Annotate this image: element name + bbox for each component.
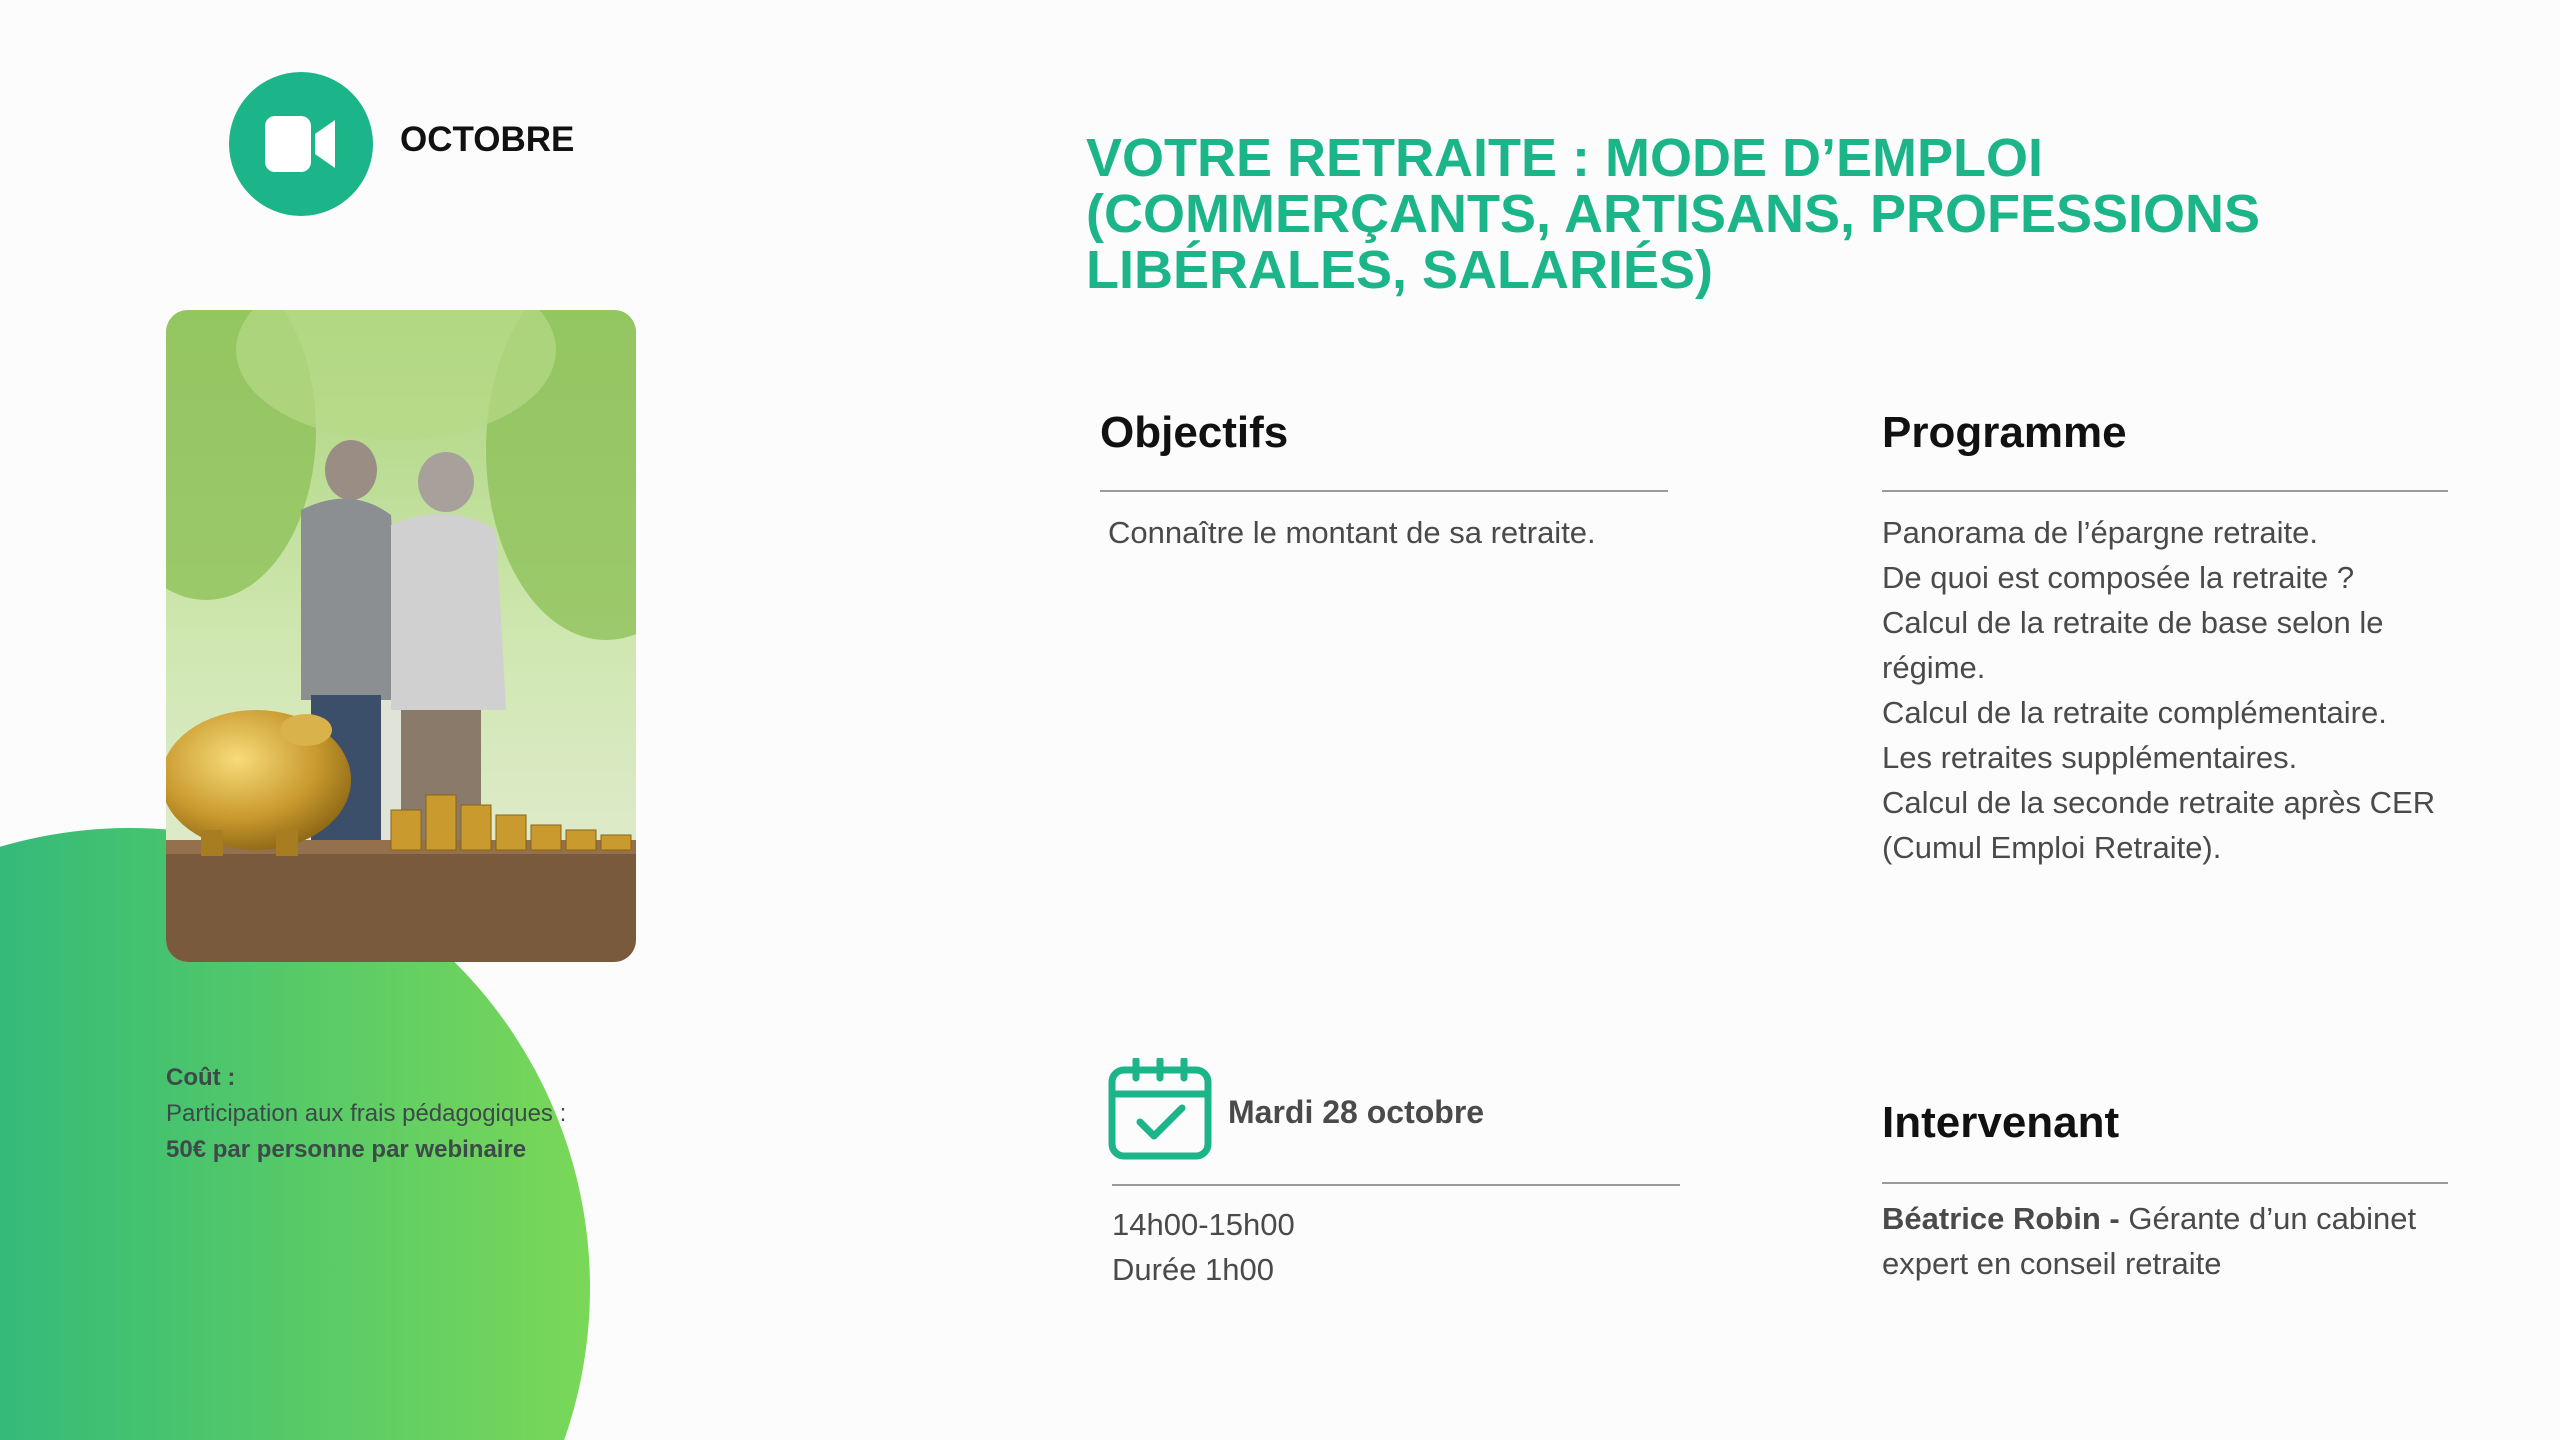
event-date: Mardi 28 octobre (1228, 1094, 1485, 1130)
month-label: OCTOBRE (400, 120, 575, 159)
title-line: VOTRE RETRAITE : MODE D’EMPLOI (1086, 128, 2044, 188)
calendar-check-icon (1108, 1058, 1212, 1160)
title-line: LIBÉRALES, SALARIÉS) (1086, 240, 1714, 300)
programme-list (1882, 510, 2435, 870)
intervenant-text (1882, 1196, 2416, 1286)
event-schedule (1112, 1202, 1295, 1292)
programme-divider (1882, 490, 2448, 492)
programme-item: Les retraites supplémentaires. (1882, 740, 2298, 775)
title-line: (COMMERÇANTS, ARTISANS, PROFESSIONS (1086, 184, 2261, 244)
cost-block (166, 1060, 566, 1168)
cost-title: Coût : (166, 1064, 236, 1091)
objectifs-heading: Objectifs (1100, 408, 1289, 457)
programme-item: (Cumul Emploi Retraite). (1882, 830, 2222, 865)
cost-amount: 50€ par personne par webinaire (166, 1136, 527, 1163)
programme-item: Calcul de la retraite complémentaire. (1882, 695, 2387, 730)
video-camera-badge (229, 72, 373, 216)
event-duration: Durée 1h00 (1112, 1252, 1275, 1287)
programme-item: Calcul de la retraite de base selon le (1882, 605, 2384, 640)
page-title (1086, 130, 2386, 298)
video-camera-icon (265, 116, 337, 172)
cost-description: Participation aux frais pédagogiques : (166, 1100, 567, 1127)
speaker-role: Gérante d’un cabinet (2119, 1201, 2417, 1236)
programme-item: De quoi est composée la retraite ? (1882, 560, 2355, 595)
event-time: 14h00-15h00 (1112, 1207, 1295, 1242)
retirement-photo (166, 310, 636, 962)
speaker-role-continued: expert en conseil retraite (1882, 1246, 2222, 1281)
programme-item: Calcul de la seconde retraite après CER (1882, 785, 2436, 820)
objectifs-text: Connaître le montant de sa retraite. (1108, 515, 1596, 550)
date-divider (1112, 1184, 1680, 1186)
programme-item: Panorama de l’épargne retraite. (1882, 515, 2318, 550)
intervenant-divider (1882, 1182, 2448, 1184)
objectifs-divider (1100, 490, 1668, 492)
speaker-name: Béatrice Robin - (1882, 1201, 2120, 1236)
intervenant-heading: Intervenant (1882, 1098, 2120, 1147)
programme-heading: Programme (1882, 408, 2127, 457)
programme-item: régime. (1882, 650, 1986, 685)
